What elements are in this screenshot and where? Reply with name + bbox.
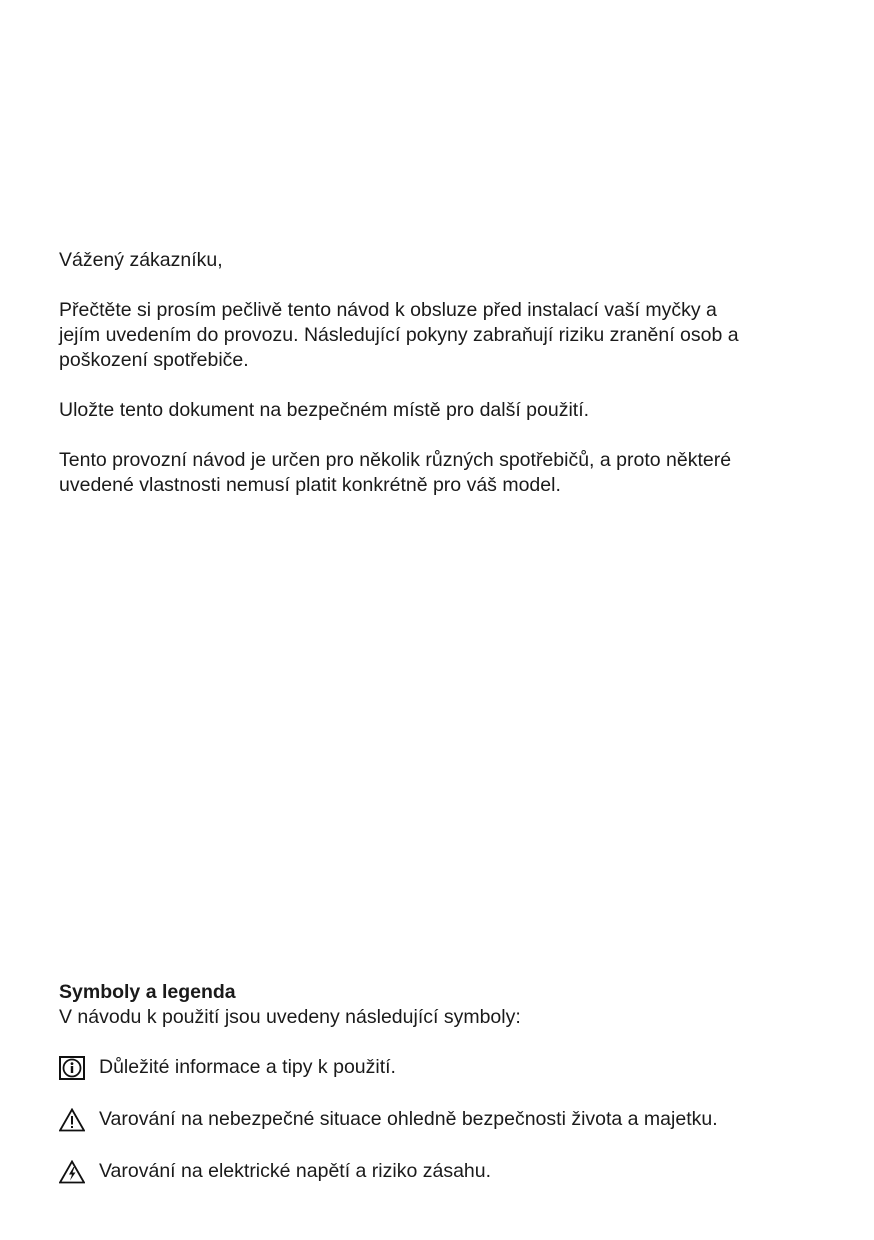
legend-item-warning: [59, 1107, 718, 1132]
paragraph-3-line-2: uvedené vlastnosti nemusí platit konkrétně pro váš model.: [59, 474, 561, 496]
paragraph-1-line-1: Přečtěte si prosím pečlivě tento návod k obsluze před instalací vaší myčky a: [59, 299, 717, 321]
legend-item-info: [59, 1055, 396, 1080]
legend-heading: Symboly a legenda: [59, 981, 236, 1003]
legend-item-electric: [59, 1159, 491, 1184]
legend-item-text: Důležité informace a tipy k použití.: [99, 1056, 396, 1078]
legend-subtitle: V návodu k použití jsou uvedeny následující symboly:: [59, 1006, 521, 1028]
info-icon: [59, 1056, 85, 1080]
paragraph-1-line-2: jejím uvedením do provozu. Následující pokyny zabraňují riziku zranění osob a: [59, 324, 739, 346]
paragraph-1-line-3: poškození spotřebiče.: [59, 349, 249, 371]
greeting: Vážený zákazníku,: [59, 249, 223, 271]
legend-item-text: Varování na nebezpečné situace ohledně bezpečnosti života a majetku.: [99, 1108, 718, 1130]
paragraph-3-line-1: Tento provozní návod je určen pro několik různých spotřebičů, a proto některé: [59, 449, 732, 471]
legend-item-text: Varování na elektrické napětí a riziko zásahu.: [99, 1160, 492, 1182]
paragraph-2: Uložte tento dokument na bezpečném místě pro další použití.: [59, 399, 590, 421]
warning-triangle-icon: [59, 1108, 85, 1132]
electric-warning-icon: [59, 1160, 85, 1184]
